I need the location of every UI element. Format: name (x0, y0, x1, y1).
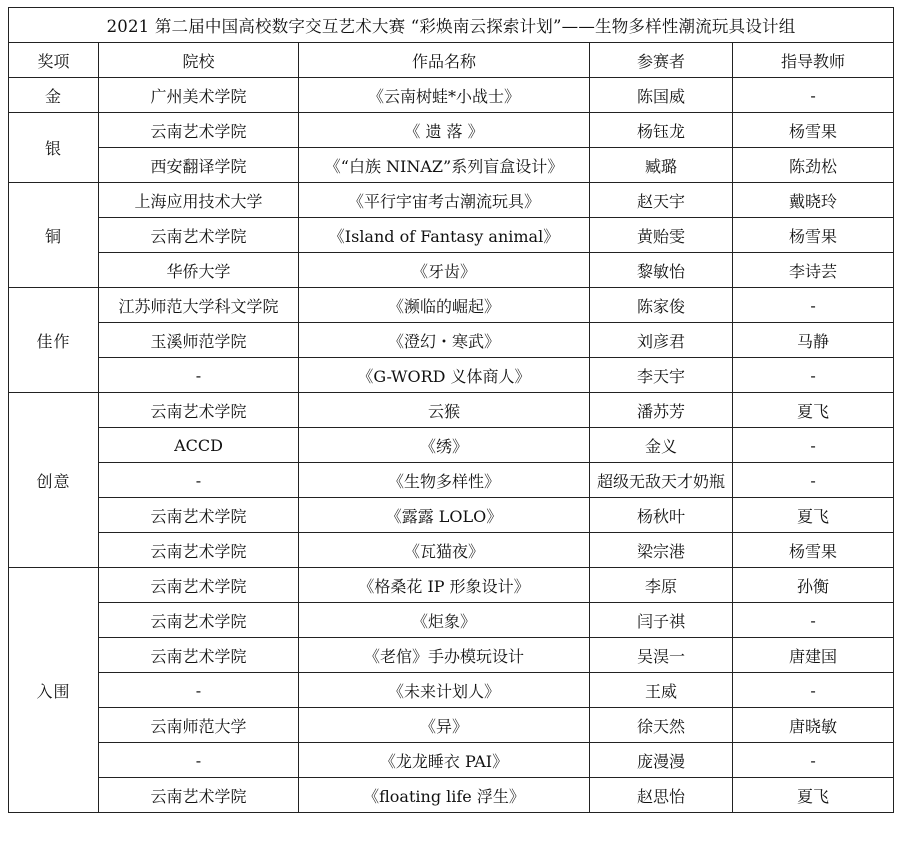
school-cell: 云南艺术学院 (99, 533, 299, 568)
award-cell: 金 (9, 78, 99, 113)
header-row (9, 43, 894, 78)
table-row (9, 323, 894, 358)
work-cell: 《老倌》手办模玩设计 (299, 638, 590, 673)
work-cell: 《Island of Fantasy animal》 (299, 218, 590, 253)
table-title: 2021 第二届中国高校数字交互艺术大赛 “彩焕南云探索计划”——生物多样性潮流玩具设计组 (9, 8, 894, 43)
participant-cell: 庞漫漫 (590, 743, 733, 778)
school-cell: 云南艺术学院 (99, 498, 299, 533)
table-row (9, 673, 894, 708)
participant-cell: 李天宇 (590, 358, 733, 393)
award-cell: 铜 (9, 183, 99, 288)
participant-cell: 臧璐 (590, 148, 733, 183)
table-row (9, 218, 894, 253)
table-row (9, 113, 894, 148)
work-cell: 《G-WORD 义体商人》 (299, 358, 590, 393)
header-teacher: 指导教师 (733, 43, 894, 78)
participant-cell: 潘苏芳 (590, 393, 733, 428)
teacher-cell: 陈劲松 (733, 148, 894, 183)
teacher-cell: 杨雪果 (733, 113, 894, 148)
work-cell: 《澄幻・寒武》 (299, 323, 590, 358)
school-cell: 云南艺术学院 (99, 393, 299, 428)
teacher-cell: - (733, 463, 894, 498)
teacher-cell: 唐晓敏 (733, 708, 894, 743)
table-row (9, 778, 894, 813)
participant-cell: 刘彦君 (590, 323, 733, 358)
participant-cell: 陈国威 (590, 78, 733, 113)
work-cell: 《 遗 落 》 (299, 113, 590, 148)
award-cell: 佳作 (9, 288, 99, 393)
work-cell: 《牙齿》 (299, 253, 590, 288)
header-school: 院校 (99, 43, 299, 78)
participant-cell: 杨钰龙 (590, 113, 733, 148)
participant-cell: 杨秋叶 (590, 498, 733, 533)
participant-cell: 赵思怡 (590, 778, 733, 813)
teacher-cell: 李诗芸 (733, 253, 894, 288)
teacher-cell: 杨雪果 (733, 533, 894, 568)
work-cell: 《绣》 (299, 428, 590, 463)
teacher-cell: 夏飞 (733, 778, 894, 813)
school-cell: 华侨大学 (99, 253, 299, 288)
school-cell: 西安翻译学院 (99, 148, 299, 183)
work-cell: 《平行宇宙考古潮流玩具》 (299, 183, 590, 218)
participant-cell: 李原 (590, 568, 733, 603)
participant-cell: 徐天然 (590, 708, 733, 743)
teacher-cell: - (733, 743, 894, 778)
teacher-cell: - (733, 603, 894, 638)
teacher-cell: - (733, 288, 894, 323)
participant-cell: 陈家俊 (590, 288, 733, 323)
work-cell: 《生物多样性》 (299, 463, 590, 498)
teacher-cell: 戴晓玲 (733, 183, 894, 218)
table-row (9, 78, 894, 113)
table-row (9, 708, 894, 743)
table-row (9, 603, 894, 638)
school-cell: 云南艺术学院 (99, 638, 299, 673)
header-participant: 参赛者 (590, 43, 733, 78)
school-cell: 云南艺术学院 (99, 568, 299, 603)
work-cell: 《露露 LOLO》 (299, 498, 590, 533)
award-cell: 入围 (9, 568, 99, 813)
teacher-cell: - (733, 78, 894, 113)
school-cell: 云南艺术学院 (99, 778, 299, 813)
work-cell: 《未来计划人》 (299, 673, 590, 708)
school-cell: 广州美术学院 (99, 78, 299, 113)
teacher-cell: 夏飞 (733, 393, 894, 428)
table-row (9, 148, 894, 183)
work-cell: 《炬象》 (299, 603, 590, 638)
school-cell: 玉溪师范学院 (99, 323, 299, 358)
participant-cell: 黄贻雯 (590, 218, 733, 253)
teacher-cell: - (733, 428, 894, 463)
work-cell: 《格桑花 IP 形象设计》 (299, 568, 590, 603)
work-cell: 《瓦猫夜》 (299, 533, 590, 568)
work-cell: 《异》 (299, 708, 590, 743)
participant-cell: 超级无敌天才奶瓶 (590, 463, 733, 498)
header-work: 作品名称 (299, 43, 590, 78)
work-cell: 《“白族 NINAZ”系列盲盒设计》 (299, 148, 590, 183)
results-table (8, 7, 894, 813)
table-row (9, 498, 894, 533)
table-row (9, 533, 894, 568)
participant-cell: 闫子祺 (590, 603, 733, 638)
school-cell: 云南师范大学 (99, 708, 299, 743)
participant-cell: 梁宗港 (590, 533, 733, 568)
table-row (9, 428, 894, 463)
table-row (9, 638, 894, 673)
teacher-cell: 孙衡 (733, 568, 894, 603)
award-cell: 创意 (9, 393, 99, 568)
teacher-cell: - (733, 358, 894, 393)
work-cell: 《龙龙睡衣 PAI》 (299, 743, 590, 778)
participant-cell: 黎敏怡 (590, 253, 733, 288)
participant-cell: 金义 (590, 428, 733, 463)
table-row (9, 183, 894, 218)
teacher-cell: - (733, 673, 894, 708)
school-cell: - (99, 743, 299, 778)
school-cell: ACCD (99, 428, 299, 463)
teacher-cell: 杨雪果 (733, 218, 894, 253)
table-row (9, 288, 894, 323)
table-row (9, 253, 894, 288)
school-cell: 上海应用技术大学 (99, 183, 299, 218)
table-row (9, 568, 894, 603)
school-cell: 江苏师范大学科文学院 (99, 288, 299, 323)
work-cell: 《濒临的崛起》 (299, 288, 590, 323)
table-row (9, 358, 894, 393)
school-cell: - (99, 673, 299, 708)
teacher-cell: 夏飞 (733, 498, 894, 533)
header-award: 奖项 (9, 43, 99, 78)
school-cell: 云南艺术学院 (99, 218, 299, 253)
table-row (9, 743, 894, 778)
school-cell: - (99, 358, 299, 393)
teacher-cell: 马静 (733, 323, 894, 358)
work-cell: 《云南树蛙*小战士》 (299, 78, 590, 113)
work-cell: 云猴 (299, 393, 590, 428)
school-cell: 云南艺术学院 (99, 603, 299, 638)
participant-cell: 吴淏一 (590, 638, 733, 673)
award-cell: 银 (9, 113, 99, 183)
school-cell: 云南艺术学院 (99, 113, 299, 148)
participant-cell: 赵天宇 (590, 183, 733, 218)
work-cell: 《floating life 浮生》 (299, 778, 590, 813)
teacher-cell: 唐建国 (733, 638, 894, 673)
participant-cell: 王威 (590, 673, 733, 708)
school-cell: - (99, 463, 299, 498)
table-row (9, 463, 894, 498)
table-row (9, 393, 894, 428)
